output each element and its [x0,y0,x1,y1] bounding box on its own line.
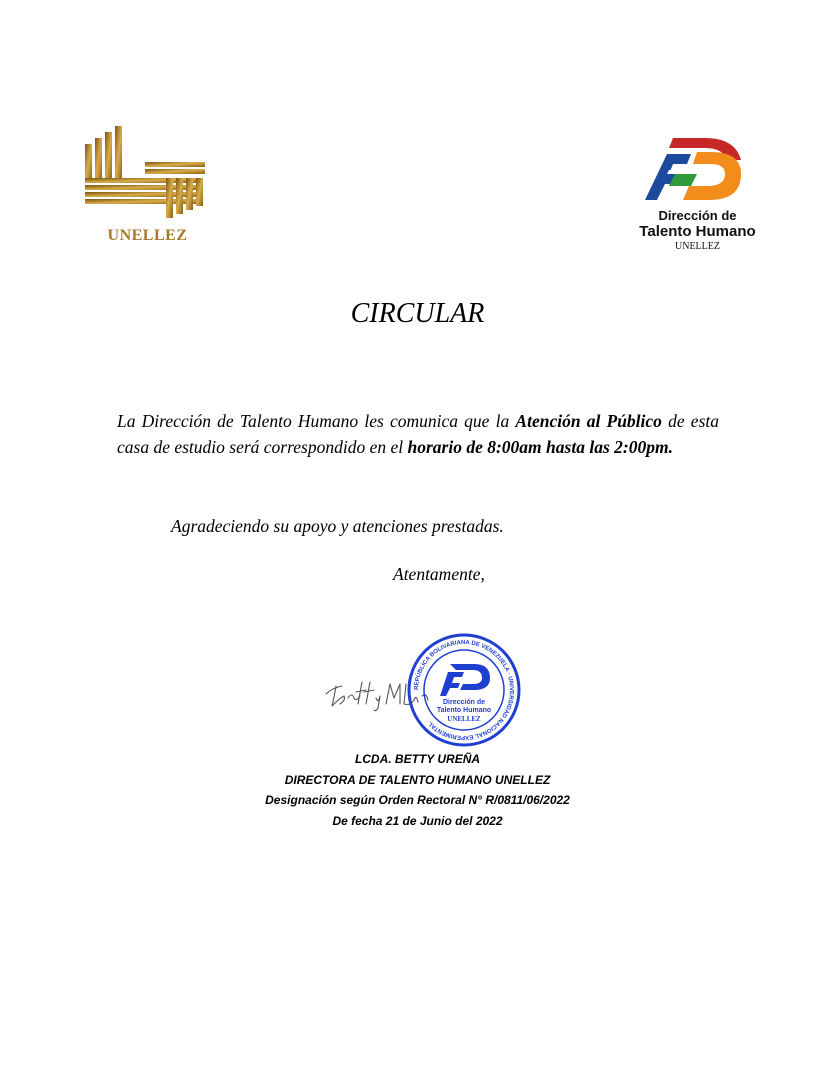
body-paragraph [117,408,719,460]
body-text-part2: de esta casa de estudio será correspondido en el [117,411,719,457]
stamp-logo-icon [440,664,490,696]
stamp-center-line3: UNELLEZ [447,715,481,723]
signer-designation: Designación según Orden Rectoral N° R/0811/06/2022 [265,793,570,807]
talento-humano-logo-icon [645,130,745,205]
stamp-center-line1: Dirección de [442,699,486,706]
body-text-bold2: horario de 8:00am hasta las 2:00pm [407,437,669,457]
signature-stamp-area [318,632,528,750]
talento-humano-logo-line3: UNELLEZ [675,241,720,252]
signer-date: De fecha 21 de Junio del 2022 [332,813,503,828]
signer-name: LCDA. BETTY UREÑA [354,752,481,766]
thanks-line: Agradeciendo su apoyo y atenciones prestadas. [171,516,504,536]
body-text-bold1: Atención al Público [515,411,662,431]
talento-humano-logo [615,130,780,260]
signature-block [0,749,835,831]
unellez-logo [80,122,215,252]
stamp-center-line2: Talento Humano [436,707,492,714]
talento-humano-logo-line1: Dirección de [658,208,737,223]
unellez-logo-icon [80,122,215,222]
unellez-logo-text: UNELLEZ [107,227,188,244]
signature-and-stamp-image [318,632,528,750]
signer-role: DIRECTORA DE TALENTO HUMANO UNELLEZ [284,772,551,787]
body-text-part1: La Dirección de Talento Humano les comunica que la [117,411,516,431]
talento-humano-logo-line2: Talento Humano [639,223,756,240]
document-title: CIRCULAR [350,298,485,329]
stamp-ring-text: REPÚBLICA BOLIVARIANA DE VENEZUELA · UNIVERSIDAD NACIONAL EXPERIMENTAL [413,639,515,741]
svg-text:REPÚBLICA BOLIVARIANA DE VENEZ [414,640,514,740]
closing-line: Atentamente, [393,564,485,584]
body-text-part3: . [668,437,673,457]
